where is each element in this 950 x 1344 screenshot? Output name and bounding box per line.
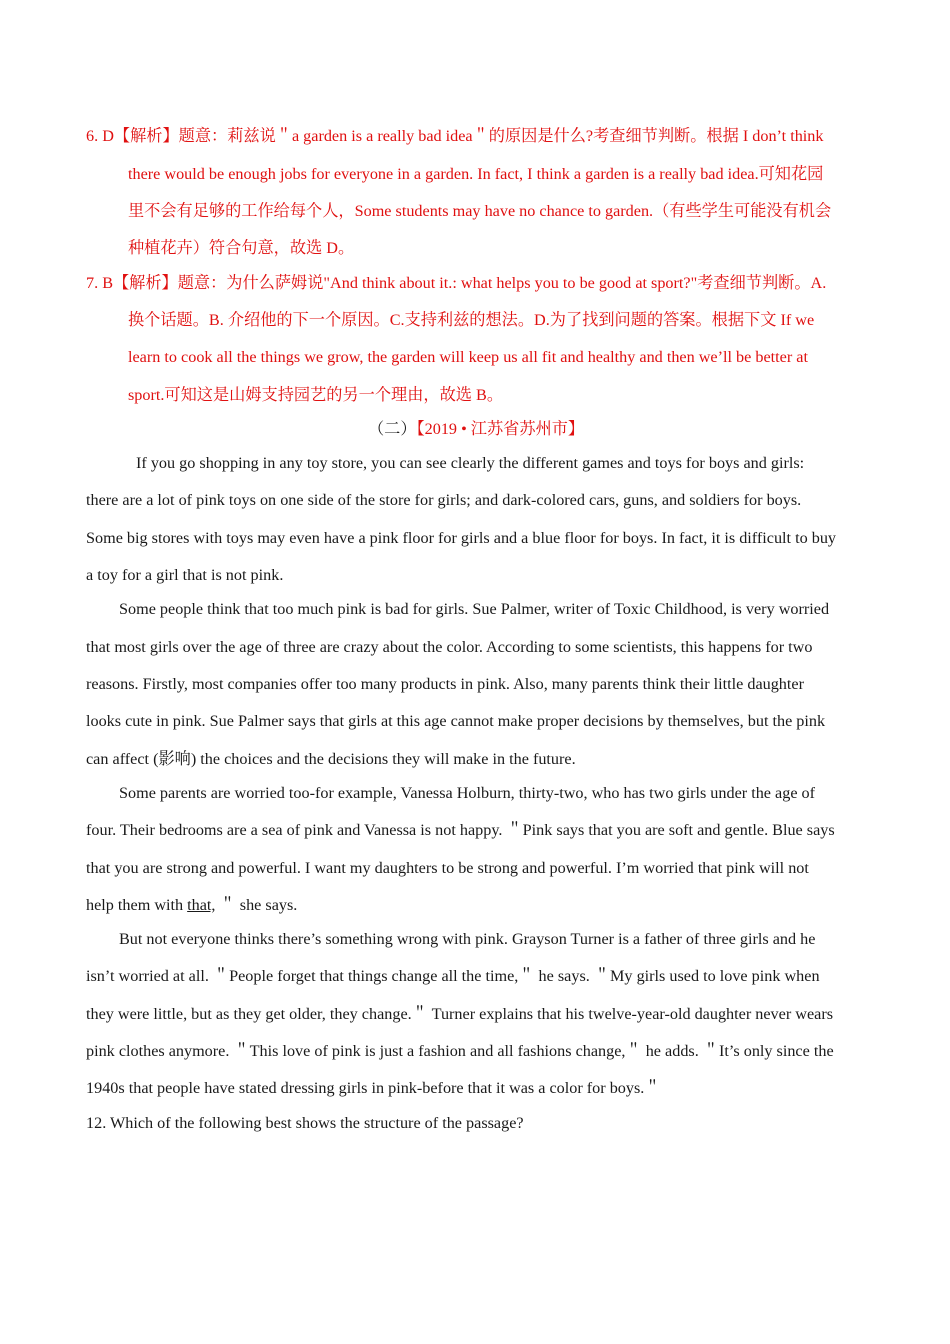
passage-p2-line-2: that most girls over the age of three are crazy about the color. According to some scientists, this happens for two	[86, 638, 813, 656]
passage-p2-line-1: Some people think that too much pink is bad for girls. Sue Palmer, writer of Toxic Childhood, is very worried	[119, 600, 830, 618]
answer-7-line-4: sport.可知这是山姆支持园艺的另一个理由，故选 B。	[128, 386, 504, 404]
answer-6-line-2: there would be enough jobs for everyone in a garden. In fact, I think a garden is a really bad idea.可知花园	[128, 165, 824, 183]
passage-p1-line-2: there are a lot of pink toys on one side of the store for girls; and dark-colored cars, guns, and soldiers for boys.	[86, 491, 802, 509]
question-12: 12. Which of the following best shows the structure of the passage?	[86, 1114, 524, 1132]
section-heading	[368, 419, 584, 439]
passage-p2-line-5: can affect (影响) the choices and the decisions they will make in the future.	[86, 750, 576, 768]
passage-p2-line-3: reasons. Firstly, most companies offer too many products in pink. Also, many parents think their little daughter	[86, 675, 804, 693]
passage-p3-line-1: Some parents are worried too-for example, Vanessa Holburn, thirty-two, who has two girls under the age of	[119, 784, 816, 802]
section-heading-prefix: （二）	[368, 420, 417, 438]
underlined-word-that: that,	[187, 896, 216, 914]
passage-p4-line-3: they were little, but as they get older, they change.＂ Turner explains that his twelve-year-old daughter never wears	[86, 1005, 834, 1023]
passage-p3-line-4-after: ＂ she says.	[215, 896, 298, 914]
passage-p2-line-4: looks cute in pink. Sue Palmer says that girls at this age cannot make proper decisions by themselves, but the pink	[86, 712, 826, 730]
passage-p3-line-3: that you are strong and powerful. I want my daughters to be strong and powerful. I’m worried that pink will not	[86, 859, 809, 877]
answer-6-line-3: 里不会有足够的工作给每个人，Some students may have no chance to garden.（有些学生可能没有机会	[128, 202, 832, 220]
section-heading-source: 【2019 • 江苏省苏州市】	[416, 420, 585, 438]
answer-7-line-3: learn to cook all the things we grow, the garden will keep us all fit and healthy and then we’ll be better at	[128, 348, 808, 366]
answer-7-line-2: 换个话题。B. 介绍他的下一个原因。C.支持利兹的想法。D.为了找到问题的答案。根据下文 If we	[128, 311, 815, 329]
passage-p1-line-4: a toy for a girl that is not pink.	[86, 566, 284, 584]
passage-p3-line-2: four. Their bedrooms are a sea of pink and Vanessa is not happy. ＂Pink says that you are soft and gentle. Blue says	[86, 821, 835, 839]
passage-p4-line-5: 1940s that people have stated dressing girls in pink-before that it was a color for boys.＂	[86, 1079, 661, 1097]
passage-p3-line-4	[86, 895, 297, 915]
passage-p4-line-2: isn’t worried at all. ＂People forget that things change all the time,＂ he says. ＂My girls used to love pink when	[86, 967, 820, 985]
passage-p3-line-4-before: help them with	[86, 896, 188, 914]
passage-p4-line-4: pink clothes anymore. ＂This love of pink is just a fashion and all fashions change,＂ he adds. ＂It’s only since the	[86, 1042, 834, 1060]
passage-p4-line-1: But not everyone thinks there’s something wrong with pink. Grayson Turner is a father of three girls and he	[119, 930, 816, 948]
answer-6-line-1: 6. D【解析】题意：莉兹说＂a garden is a really bad idea＂的原因是什么?考查细节判断。根据 I don’t think	[86, 127, 824, 145]
passage-p1-line-3: Some big stores with toys may even have a pink floor for girls and a blue floor for boys. In fact, it is difficult to buy	[86, 529, 837, 547]
answer-7-line-1: 7. B【解析】题意：为什么萨姆说"And think about it.: what helps you to be good at sport?"考查细节判断。A.	[86, 274, 827, 292]
answer-6-line-4: 种植花卉）符合句意，故选 D。	[128, 239, 355, 257]
passage-p1-line-1: If you go shopping in any toy store, you can see clearly the different games and toys for boys and girls:	[136, 454, 805, 472]
